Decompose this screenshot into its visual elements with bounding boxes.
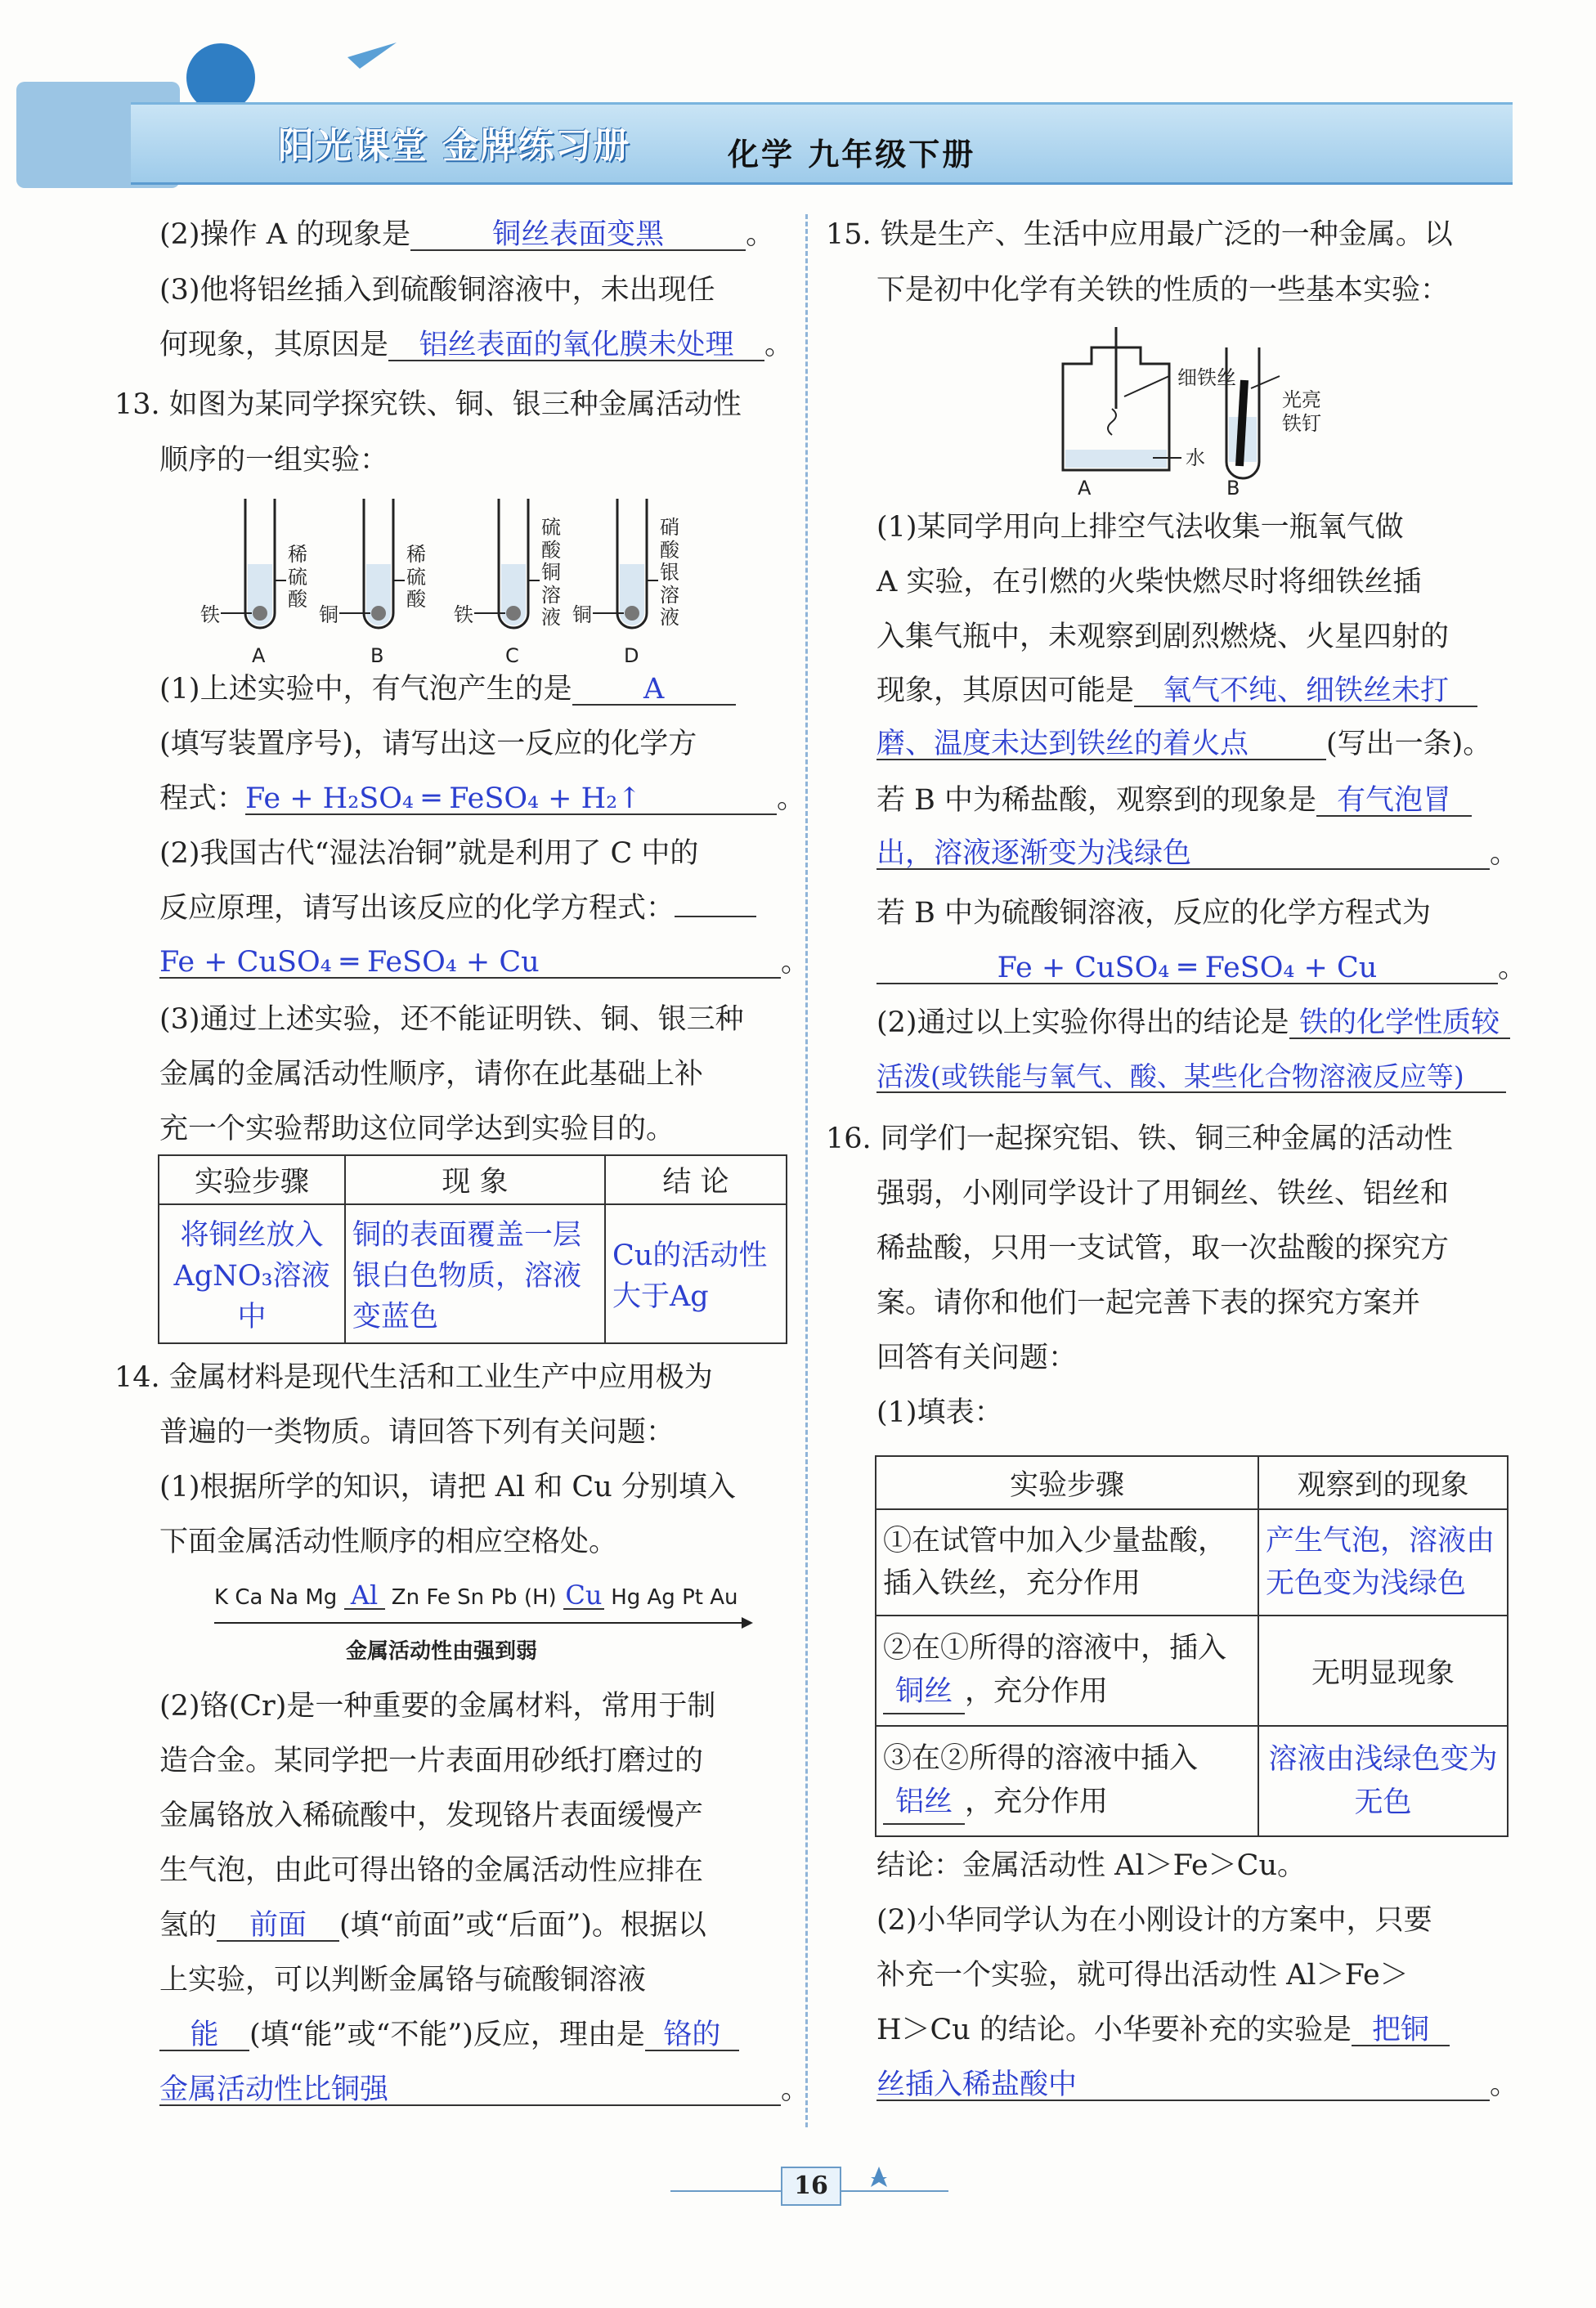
tube-a <box>221 499 286 628</box>
column-divider <box>805 214 808 2127</box>
q15-1-line6: 若 B 中为稀盐酸，观察到的现象是 有气泡冒 <box>876 787 1472 817</box>
table-16-row2-step: ②在①所得的溶液中，插入铜丝 ，充分作用 <box>876 1616 1258 1726</box>
q14-2-line1: (2)铬(Cr)是一种重要的金属材料，常用于制 <box>159 1690 716 1723</box>
activity-series-caption: 金属活动性由强到弱 <box>346 1639 538 1664</box>
fig15-a-label: A <box>1078 477 1092 500</box>
tube-c-metal: 铁 <box>454 603 473 626</box>
q13-1: (1)上述实验中，有气泡产生的是 A <box>159 675 736 706</box>
activity-arrow <box>214 1615 754 1631</box>
page-header <box>0 0 1596 204</box>
q15-1-line5: 磨、温度未达到铁丝的着火点 (写出一条)。 <box>876 728 1492 760</box>
fig15-water-label: 水 <box>1186 446 1205 469</box>
q14-2-line3: 金属铬放入稀硫酸中，发现铬片表面缓慢产 <box>159 1799 704 1832</box>
activity-series: K Ca Na Mg Al Zn Fe Sn Pb (H) Cu Hg Ag Pt Au <box>214 1580 738 1611</box>
q15-1-line3: 入集气瓶中，未观察到剧烈燃烧、火星四射的 <box>876 621 1450 653</box>
paper-plane-icon <box>347 43 397 69</box>
tube-a-metal: 铁 <box>200 603 220 626</box>
q15-2-line2: 活泼(或铁能与氧气、酸、某些化合物溶液反应等) <box>876 1063 1506 1093</box>
q14-2-line6: 上实验，可以判断金属铬与硫酸铜溶液 <box>159 1964 647 1997</box>
q13-3-line3: 充一个实验帮助这位同学达到实验目的。 <box>159 1113 675 1145</box>
fig15-nail-label: 光亮铁钉 <box>1282 388 1321 435</box>
tube-a-liquid: 稀硫酸 <box>288 543 307 612</box>
table-16 <box>875 1455 1509 1837</box>
page-number: 16 <box>781 2167 841 2206</box>
q13-title-line2: 顺序的一组实验： <box>159 444 389 477</box>
q13-title: 13. 如图为某同学探究铁、铜、银三种金属活动性 <box>114 388 742 421</box>
tube-c <box>474 499 540 628</box>
q16-line5: 回答有关问题： <box>876 1342 1078 1374</box>
tube-b <box>339 499 405 628</box>
q12-3-line2: 何现象，其原因是 铝丝表面的氧化膜未处理 。 <box>159 329 794 361</box>
table-13-step: 将铜丝放入AgNO₃溶液中 <box>159 1204 345 1343</box>
q16-title: 16. 同学们一起探究铝、铁、铜三种金属的活动性 <box>826 1123 1453 1155</box>
q14-2-line4: 生气泡，由此可得出铬的金属活动性应排在 <box>159 1854 704 1887</box>
q13-2-line3: Fe + CuSO₄ ═ FeSO₄ + Cu 。 <box>159 946 810 979</box>
q16-line4: 案。请你和他们一起完善下表的探究方案并 <box>876 1287 1421 1320</box>
q16-line2: 强弱，小刚同学设计了用铜丝、铁丝、铝丝和 <box>876 1177 1450 1210</box>
q16-line3: 稀盐酸，只用一支试管，取一次盐酸的探究方 <box>876 1232 1450 1265</box>
q14-2-line5: 氢的 前面 (填“前面”或“后面”)。根据以 <box>159 1909 706 1942</box>
table-13-conclusion: Cu的活动性大于Ag <box>605 1204 787 1343</box>
q15-2-line1: (2)通过以上实验你得出的结论是 铁的化学性质较 <box>876 1009 1510 1039</box>
tube-a-label: A <box>252 644 266 667</box>
q14-2-line7: 能 (填“能”或“不能”)反应，理由是 铬的 <box>159 2021 739 2051</box>
q14-2-line2: 造合金。某同学把一片表面用砂纸打磨过的 <box>159 1745 704 1777</box>
q13-2-line1: (2)我国古代“湿法冶铜”就是利用了 C 中的 <box>159 837 699 870</box>
table-13-phenomenon: 铜的表面覆盖一层银白色物质，溶液变蓝色 <box>345 1204 605 1343</box>
table-13-header-phenomenon: 现 象 <box>345 1155 605 1204</box>
star-icon <box>871 2167 887 2187</box>
q16-conclusion: 结论：金属活动性 Al＞Fe＞Cu。 <box>876 1849 1307 1882</box>
q16-2-line1: (2)小华同学认为在小刚设计的方案中，只要 <box>876 1904 1432 1937</box>
q15-title: 15. 铁是生产、生活中应用最广泛的一种金属。以 <box>826 218 1453 251</box>
fig15-wire-label: 细铁丝 <box>1177 366 1236 389</box>
tube-d-metal: 铜 <box>572 603 592 626</box>
q15-1-line2: A 实验，在引燃的火柴快燃尽时将细铁丝插 <box>876 566 1422 598</box>
subject-title: 化学 九年级下册 <box>728 137 976 173</box>
tube-c-label: C <box>505 644 519 667</box>
fig15-b-label: B <box>1226 477 1240 500</box>
table-16-row1-observation: 产生气泡，溶液由无色变为浅绿色 <box>1258 1509 1508 1616</box>
table-16-row3-observation: 溶液由浅绿色变为无色 <box>1258 1726 1508 1836</box>
q14-title: 14. 金属材料是现代生活和工业生产中应用极为 <box>114 1361 713 1394</box>
tube-d-label: D <box>624 644 639 667</box>
table-16-row2-observation: 无明显现象 <box>1258 1616 1508 1726</box>
q12-3-line1: (3)他将铝丝插入到硫酸铜溶液中，未出现任 <box>159 274 715 307</box>
q15-1-line9: Fe + CuSO₄ ═ FeSO₄ + Cu 。 <box>876 954 1527 984</box>
q13-1-line2: (填写装置序号)，请写出这一反应的化学方 <box>159 728 697 760</box>
gas-jar-a <box>1063 327 1181 470</box>
q13-3-line2: 金属的金属活动性顺序，请你在此基础上补 <box>159 1058 704 1091</box>
table-16-row1-step: ①在试管中加入少量盐酸，插入铁丝，充分作用 <box>876 1509 1258 1616</box>
table-13-header-conclusion: 结 论 <box>605 1155 787 1204</box>
q16-2-line2: 补充一个实验，就可得出活动性 Al＞Fe＞ <box>876 1959 1409 1992</box>
q16-1: (1)填表： <box>876 1396 1003 1429</box>
q15-1-line1: (1)某同学用向上排空气法收集一瓶氧气做 <box>876 511 1404 544</box>
tube-c-liquid: 硫酸铜溶液 <box>541 516 561 630</box>
tube-b-metal: 铜 <box>319 603 338 626</box>
q13-3-line1: (3)通过上述实验，还不能证明铁、铜、银三种 <box>159 1003 744 1036</box>
tube-d <box>593 499 658 628</box>
q14-1-line2: 下面金属活动性顺序的相应空格处。 <box>159 1526 618 1558</box>
q15-title-line2: 下是初中化学有关铁的性质的一些基本实验： <box>876 274 1450 307</box>
q16-2-line4: 丝插入稀盐酸中 。 <box>876 2068 1519 2101</box>
q16-2-line3: H＞Cu 的结论。小华要补充的实验是 把铜 <box>876 2016 1450 2046</box>
q13-2-line2: 反应原理，请写出该反应的化学方程式： <box>159 894 756 923</box>
table-13-header-step: 实验步骤 <box>159 1155 345 1204</box>
brand-title: 阳光课堂 金牌练习册 <box>278 125 631 167</box>
q14-2-line8: 金属活动性比铜强 。 <box>159 2073 810 2106</box>
tube-b-liquid: 稀硫酸 <box>406 543 426 612</box>
table-16-header-observation: 观察到的现象 <box>1258 1456 1508 1509</box>
tube-b-label: B <box>370 644 384 667</box>
q13-1-line3: 程式：Fe + H₂SO₄ ═ FeSO₄ + H₂↑ 。 <box>159 782 806 815</box>
q12-2: (2)操作 A 的现象是 铜丝表面变黑 。 <box>159 218 775 251</box>
q15-1-line4: 现象，其原因可能是 氧气不纯、细铁丝未打 <box>876 677 1477 707</box>
q15-1-line7: 出，溶液逐渐变为浅绿色 。 <box>876 837 1519 870</box>
table-13 <box>158 1154 787 1344</box>
q15-1-line8: 若 B 中为硫酸铜溶液，反应的化学方程式为 <box>876 897 1431 930</box>
q14-title-line2: 普遍的一类物质。请回答下列有关问题： <box>159 1416 675 1449</box>
q14-1-line1: (1)根据所学的知识，请把 Al 和 Cu 分别填入 <box>159 1471 736 1504</box>
tube-d-liquid: 硝酸银溶液 <box>660 516 679 630</box>
table-16-header-step: 实验步骤 <box>876 1456 1258 1509</box>
table-16-row3-step: ③在②所得的溶液中插入 铝丝 ，充分作用 <box>876 1726 1258 1836</box>
